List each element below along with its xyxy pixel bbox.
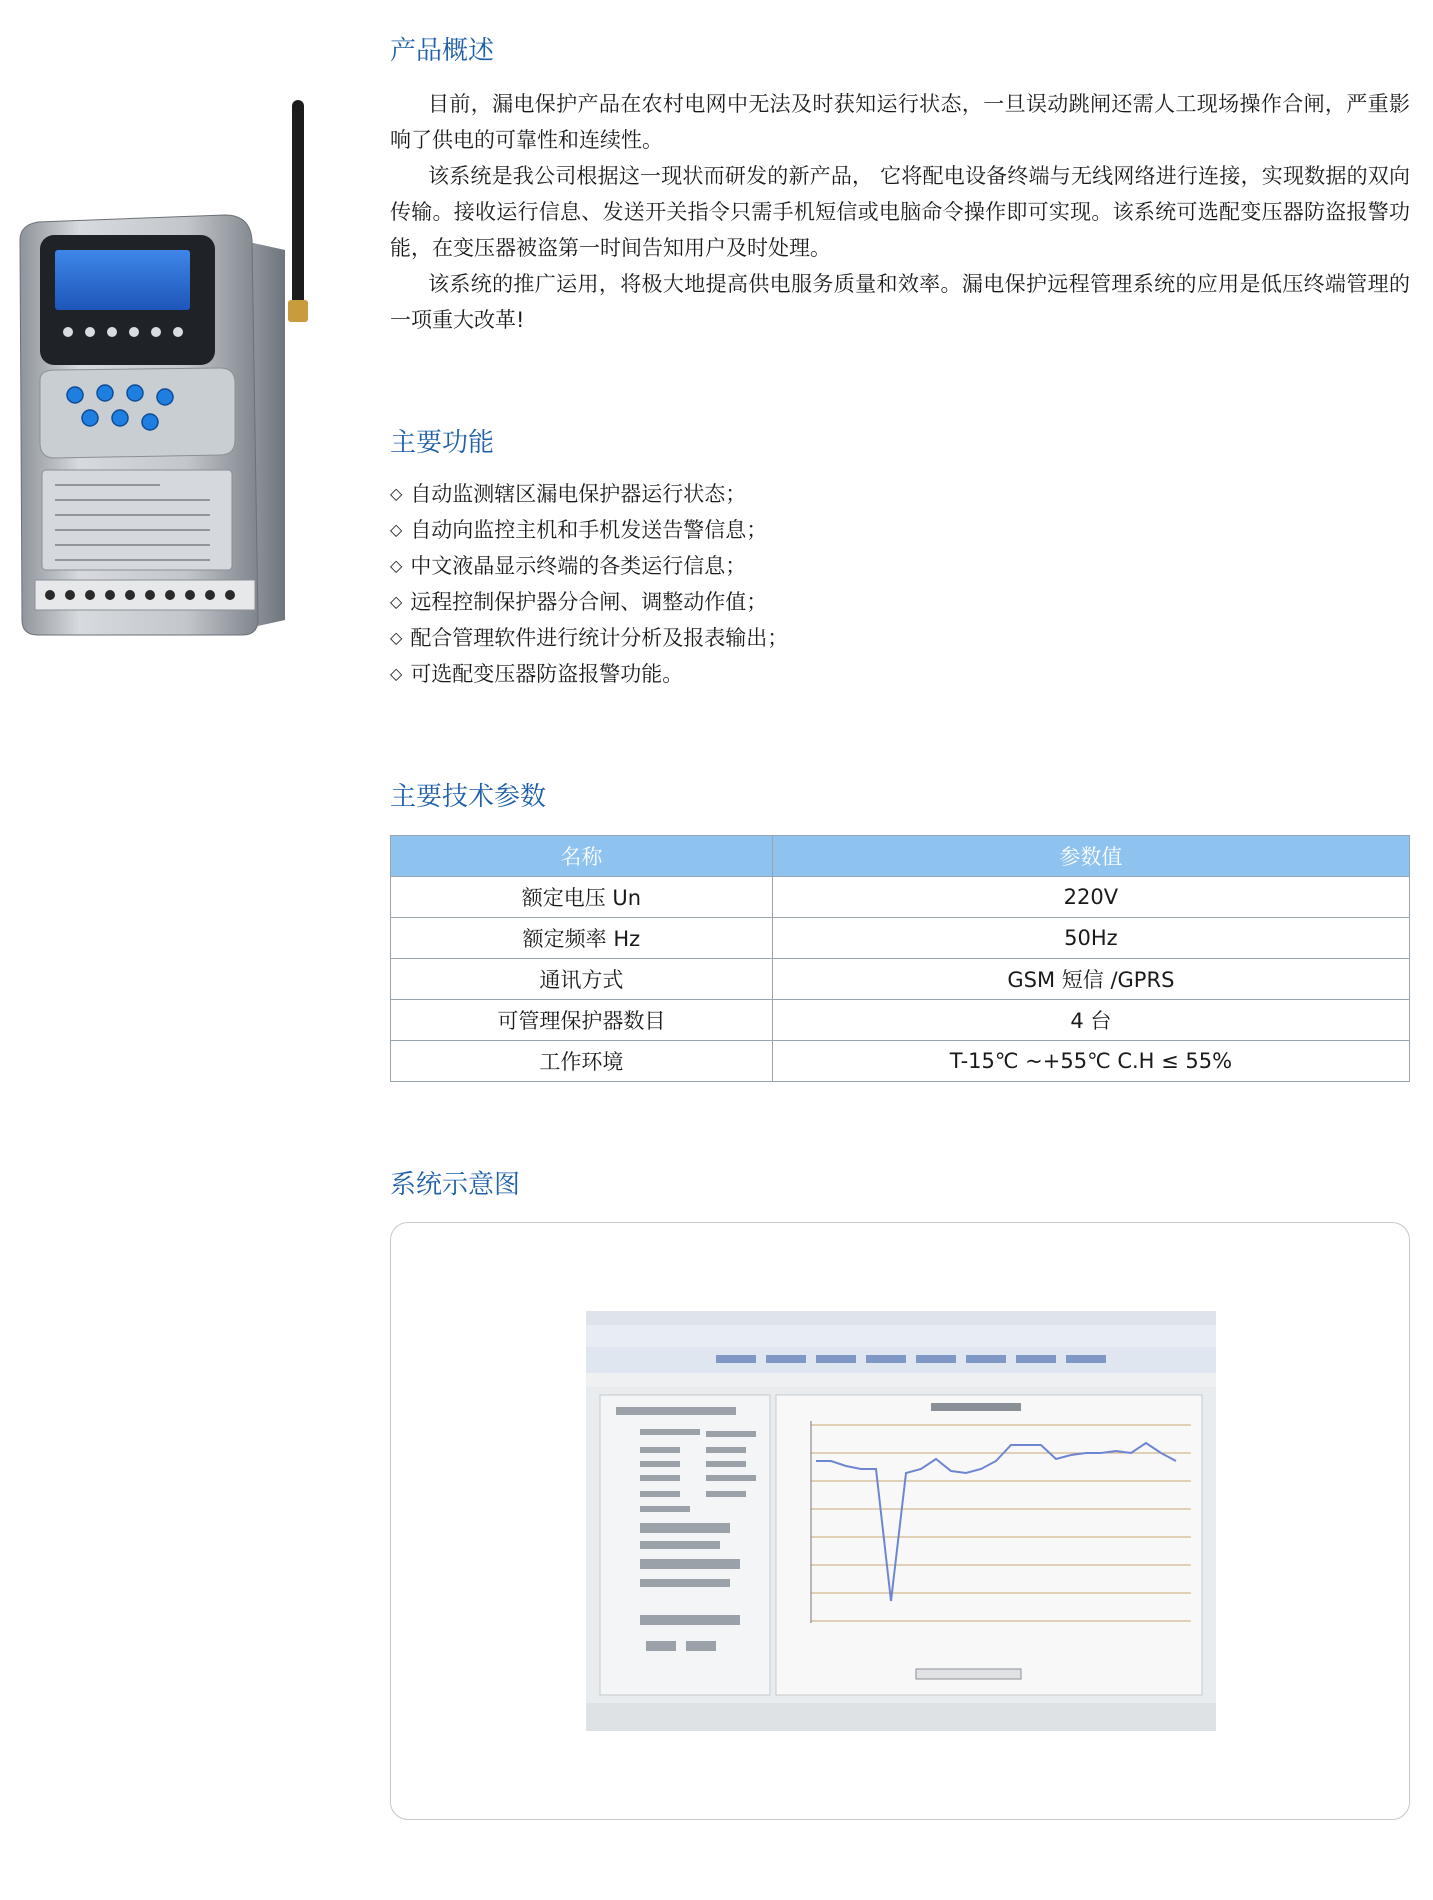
table-row: 额定频率 Hz 50Hz	[391, 918, 1410, 959]
table-header-cell: 名称	[391, 836, 773, 877]
diamond-bullet-icon: ◇	[390, 628, 403, 647]
overview-paragraph: 该系统是我公司根据这一现状而研发的新产品， 它将配电设备终端与无线网络进行连接，实现数据的双向传输。接收运行信息、发送开关指令只需手机短信或电脑命令操作即可实现。该系统可选配变压器防盗报警功能，在变压器被盗第一时间告知用户及时处理。	[390, 164, 1410, 260]
table-row: 可管理保护器数目 4 台	[391, 1000, 1410, 1041]
diagram-frame	[390, 1222, 1410, 1820]
diamond-bullet-icon: ◇	[390, 556, 403, 575]
overview-title: 产品概述	[390, 36, 495, 66]
list-item: ◇ 远程控制保护器分合闸、调整动作值；	[390, 584, 788, 620]
params-table	[390, 835, 1410, 1082]
overview-paragraph: 目前，漏电保护产品在农村电网中无法及时获知运行状态，一旦误动跳闸还需人工现场操作合闸，严重影响了供电的可靠性和连续性。	[390, 92, 1410, 152]
table-header-row	[391, 836, 1410, 877]
overview-text	[390, 86, 1410, 338]
list-item: ◇ 自动监测辖区漏电保护器运行状态；	[390, 476, 788, 512]
overview-paragraph: 该系统的推广运用，将极大地提高供电服务质量和效率。漏电保护远程管理系统的应用是低压终端管理的一项重大改革!	[390, 272, 1410, 332]
table-row: 工作环境 T-15℃ ~+55℃ C.H ≤ 55%	[391, 1041, 1410, 1082]
software-screenshot	[586, 1311, 1216, 1731]
diamond-bullet-icon: ◇	[390, 664, 403, 683]
list-item: ◇ 配合管理软件进行统计分析及报表输出；	[390, 620, 788, 656]
lcd-display	[55, 250, 190, 310]
diamond-bullet-icon: ◇	[390, 592, 403, 611]
diamond-bullet-icon: ◇	[390, 520, 403, 539]
params-title: 主要技术参数	[390, 782, 547, 812]
list-item: ◇ 自动向监控主机和手机发送告警信息；	[390, 512, 788, 548]
table-row: 通讯方式 GSM 短信 /GPRS	[391, 959, 1410, 1000]
table-header-cell: 参数值	[772, 836, 1409, 877]
functions-title: 主要功能	[390, 428, 495, 458]
diamond-bullet-icon: ◇	[390, 484, 403, 503]
list-item: ◇ 可选配变压器防盗报警功能。	[390, 656, 788, 692]
table-row: 额定电压 Un 220V	[391, 877, 1410, 918]
antenna-icon	[288, 100, 308, 322]
functions-list	[390, 476, 788, 692]
list-item: ◇ 中文液晶显示终端的各类运行信息；	[390, 548, 788, 584]
diagram-title: 系统示意图	[390, 1170, 521, 1200]
device-image	[10, 100, 310, 640]
